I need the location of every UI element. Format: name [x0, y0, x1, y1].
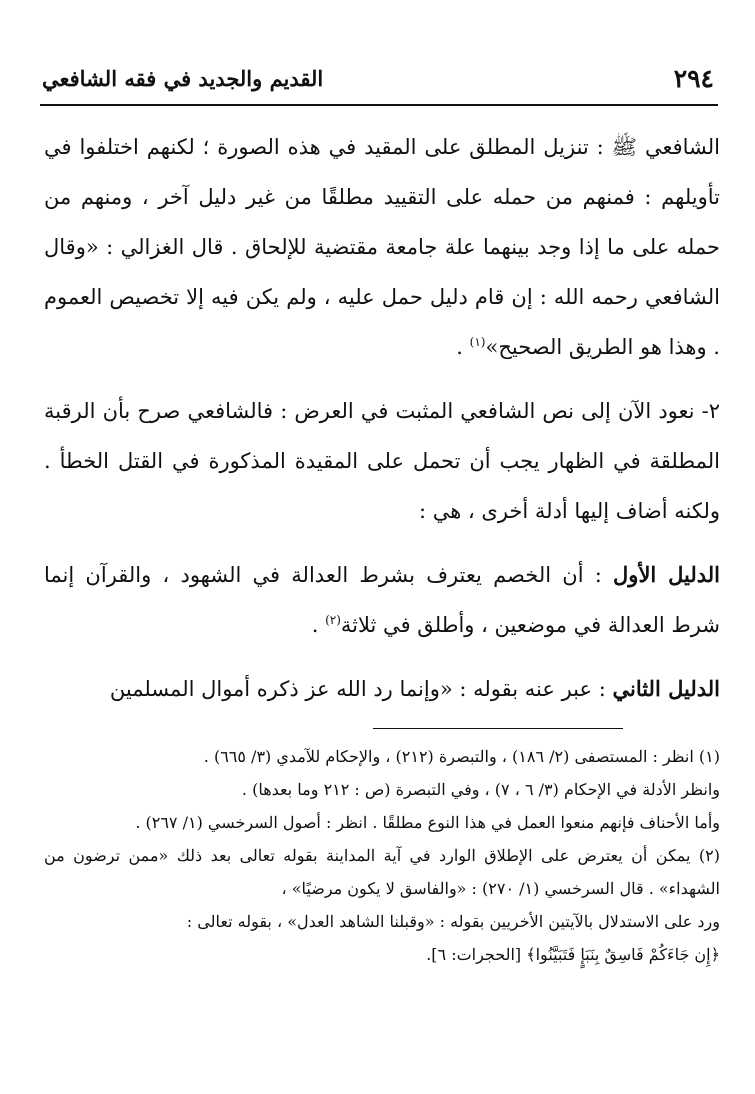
paragraph-2-text: ٢- نعود الآن إلى نص الشافعي المثبت في العرض : فالشافعي صرح بأن الرقبة المطلقة في الظهار يجب أن تحمل على المقيدة المذكورة في القتل الخطأ . ولكنه أضاف إليها أدلة أخرى ، هي :: [44, 399, 720, 523]
paragraph-4: [44, 664, 720, 714]
paragraph-3: [44, 550, 720, 650]
footnote-ref-1: (١): [469, 335, 486, 349]
page-header: [40, 60, 718, 106]
footnote-2-line-2: ورد على الاستدلال بالآيتين الأخريين بقوله : «وقبلنا الشاهد العدل» ، بقوله تعالى :: [186, 912, 720, 931]
footnote-2-line-3: ﴿إِن جَاءَكُمْ فَاسِقٌ بِنَبَإٍ فَتَبَيَّنُوا﴾ [الحجرات: ٦].: [426, 945, 720, 964]
footnotes: [44, 740, 720, 971]
footnote-2-line-1: (٢) يمكن أن يعترض على الإطلاق الوارد في آية المداينة بقوله تعالى بعد ذلك «ممن ترضون من الشهداء» . قال السرخسي (١/ ٢٧٠) : «والفاسق لا يكون مرضيًا» ،: [44, 846, 720, 898]
page-number: ٢٩٤: [673, 64, 714, 93]
paragraph-2: [44, 386, 720, 536]
footnote-1-line-2: وانظر الأدلة في الإحكام (٣/ ٦ ، ٧) ، وفي التبصرة (ص : ٢١٢ وما بعدها) .: [241, 780, 720, 799]
paragraph-3-end: .: [311, 613, 326, 637]
evidence-2-heading: الدليل الثاني: [612, 676, 720, 701]
footnote-1-line-3: وأما الأحناف فإنهم منعوا العمل في هذا النوع مطلقًا . انظر : أصول السرخسي (١/ ٢٦٧) .: [135, 813, 720, 832]
paragraph-4-text: : عبر عنه بقوله : «وإنما رد الله عز ذكره أموال المسلمين: [109, 677, 613, 701]
paragraph-1-end: .: [456, 335, 470, 359]
paragraph-3-text: : أن الخصم يعترف بشرط العدالة في الشهود ، والقرآن إنما شرط العدالة في موضعين ، وأطلق في ثلاثة: [44, 563, 720, 637]
paragraph-1: [44, 122, 720, 372]
footnote-1-line-1: (١) انظر : المستصفى (٢/ ١٨٦) ، والتبصرة (٢١٢) ، والإحكام للآمدي (٣/ ٦٦٥) .: [203, 747, 720, 766]
footnote-separator: [373, 728, 623, 729]
main-text: [44, 122, 720, 714]
running-title: القديم والجديد في فقه الشافعي: [42, 66, 324, 91]
footnote-ref-2: (٢): [325, 613, 341, 627]
evidence-1-heading: الدليل الأول: [613, 562, 721, 587]
paragraph-1-text: الشافعي ﷺ : تنزيل المطلق على المقيد في هذه الصورة ؛ لكنهم اختلفوا في تأويلهم : فمنهم من حمله على التقييد مطلقًا من غير دليل آخر ، ومنهم من حمله على ما إذا وجد بينهما علة جامعة مقتضية للإلحاق . قال الغزالي : «وقال الشافعي رحمه الله : إن قام دليل حمل عليه ، ولم يكن فيه إلا تخصيص العموم . وهذا هو الطريق الصحيح»: [44, 135, 720, 359]
